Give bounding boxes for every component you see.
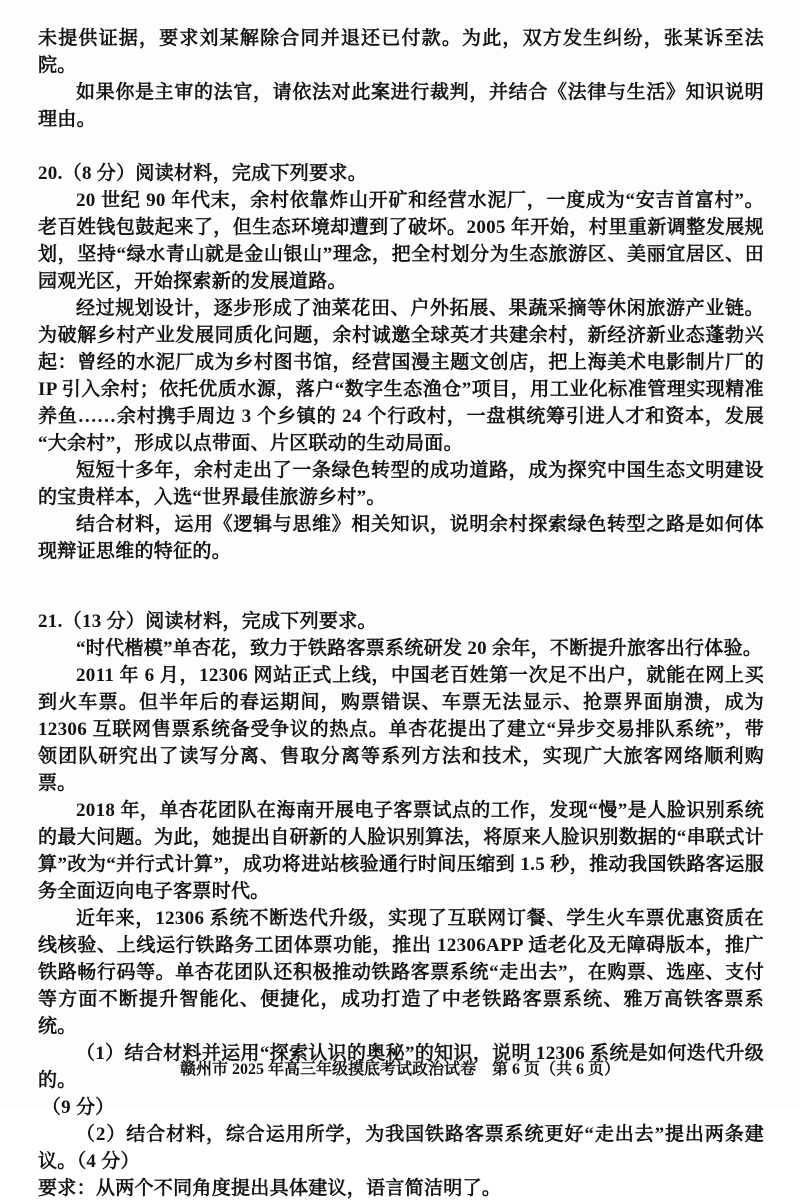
question-20-heading: 20.（8 分）阅读材料，完成下列要求。 [38,163,368,184]
continuation-task-text: 如果你是主审的法官，请依法对此案进行裁判，并结合《法律与生活》知识说明理由。 [38,82,764,130]
question-21-subquestion-1-score: （9 分） [41,1097,115,1118]
question-21-material-paragraph: 近年来，12306 系统不断迭代升级，实现了互联网订餐、学生火车票优惠资质在线核验、上线运行铁路务工团体票功能，推出 12306APP 适老化及无障碍版本，推广铁路畅行码等。单杏花团队还积极推动铁路客票系统“走出去”，在购票、选座、支付等方面不断提升智能化、便捷化，成功打造了中老铁路客票系统、雅万高铁客票系统。 [38,908,764,1037]
question-21-subquestion-1: （1）结合材料并运用“探索认识的奥秘”的知识，说明 12306 系统是如何迭代升级的。 [38,1043,764,1091]
page-footer: 赣州市 2025 年高三年级摸底考试政治试卷 第 6 页（共 6 页） [179,1061,620,1078]
question-21-material-paragraph: “时代楷模”单杏花，致力于铁路客票系统研发 20 余年，不断提升旅客出行体验。 [76,638,763,659]
question-19-continuation [38,25,764,133]
question-21-block [38,608,764,1202]
question-21-subquestion-2: （2）结合材料，综合运用所学，为我国铁路客票系统更好“走出去”提出两条建议。（4 分） [38,1124,764,1172]
question-20-material-paragraph: 短短十多年，余村走出了一条绿色转型的成功道路，成为探究中国生态文明建设的宝贵样本，入选“世界最佳旅游乡村”。 [38,460,764,508]
question-21-material-paragraph: 2011 年 6 月，12306 网站正式上线，中国老百姓第一次足不出户，就能在网上买到火车票。但半年后的春运期间，购票错误、车票无法显示、抢票界面崩溃，成为 12306 互联网售票系统备受争议的热点。单杏花提出了建立“异步交易排队系统”，带领团队研究出了读写分离、售取分离等系列方法和技术，实现广大旅客网络顺利购票。 [38,665,764,794]
continuation-text: 未提供证据，要求刘某解除合同并退还已付款。为此，双方发生纠纷，张某诉至法院。 [38,28,764,76]
question-20-task-paragraph: 结合材料，运用《逻辑与思维》相关知识，说明余村探索绿色转型之路是如何体现辩证思维的特征的。 [38,514,764,562]
question-21-subquestion-2-requirement: 要求：从两个不同角度提出具体建议，语言简洁明了。 [38,1178,502,1199]
question-20-block [38,160,764,565]
question-21-heading: 21.（13 分）阅读材料，完成下列要求。 [38,611,377,632]
question-21-material-paragraph: 2018 年，单杏花团队在海南开展电子客票试点的工作，发现“慢”是人脸识别系统的最大问题。为此，她提出自研新的人脸识别算法，将原来人脸识别数据的“串联式计算”改为“并行式计算”，成功将进站核验通行时间压缩到 1.5 秒，推动我国铁路客运服务全面迈向电子客票时代。 [38,800,764,902]
question-20-material-paragraph: 经过规划设计，逐步形成了油菜花田、户外拓展、果蔬采摘等休闲旅游产业链。为破解乡村产业发展同质化问题，余村诚邀全球英才共建余村，新经济新业态蓬勃兴起：曾经的水泥厂成为乡村图书馆，经营国漫主题文创店，把上海美术电影制片厂的 IP 引入余村；依托优质水源，落户“数字生态渔仓”项目，用工业化标准管理实现精准养鱼……余村携手周边 3 个乡镇的 24 个行政村，一盘棋统筹引进人才和资本，发展“大余村”，形成以点带面、片区联动的生动局面。 [38,298,764,454]
question-20-material-paragraph: 20 世纪 90 年代末，余村依靠炸山开矿和经营水泥厂，一度成为“安吉首富村”。老百姓钱包鼓起来了，但生态环境却遭到了破坏。2005 年开始，村里重新调整发展规划，坚持“绿水青山就是金山银山”理念，把全村划分为生态旅游区、美丽宜居区、田园观光区，开始探索新的发展道路。 [38,190,764,292]
